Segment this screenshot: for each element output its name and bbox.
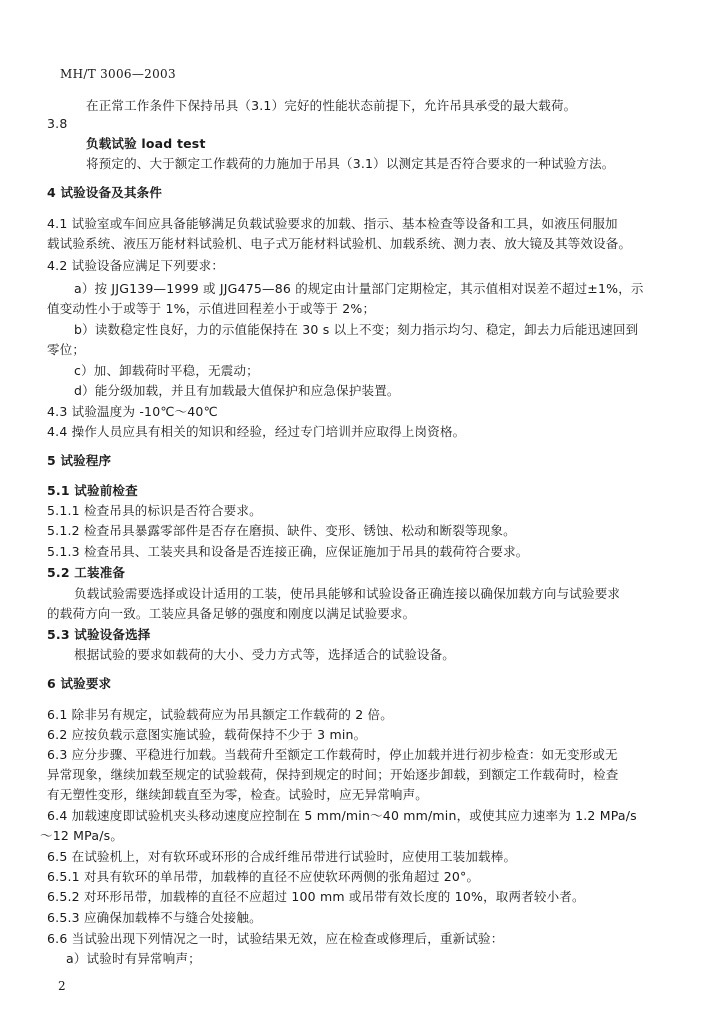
term-title: 负载试验 load test [86, 136, 206, 151]
text-line: 4.4 操作人员应具有相关的知识和经验，经过专门培训并应取得上岗资格。 [47, 424, 466, 439]
text-line: 负载试验需要选择或设计适用的工装，使吊具能够和试验设备正确连接以确保加载方向与试验要求 [74, 586, 621, 601]
text-line: 6.4 加载速度即试验机夹头移动速度应控制在 5 mm/min～40 mm/min，或使其应力速率为 1.2 MPa/s [47, 808, 637, 823]
text-line: 6.2 应按负载示意图实施试验，载荷保持不少于 3 min。 [47, 727, 367, 742]
text-line: 载试验系统、液压万能材料试验机、电子式万能材料试验机、加载系统、测力表、放大镜及其等效设备。 [47, 236, 632, 251]
text-line: 4.1 试验室或车间应具备能够满足负载试验要求的加载、指示、基本检查等设备和工具，如液压伺服加 [47, 216, 618, 231]
subsection-heading: 5.2 工装准备 [47, 565, 126, 580]
text-line: 6.5.1 对具有软环的单吊带，加载棒的直径不应使软环两侧的张角超过 20°。 [47, 869, 480, 884]
text-line: ～12 MPa/s。 [40, 828, 124, 843]
text-line: 5.1.3 检查吊具、工装夹具和设备是否连接正确，应保证施加于吊具的载荷符合要求。 [47, 544, 529, 559]
subsection-heading: 5.1 试验前检查 [47, 483, 138, 498]
section-heading: 5 试验程序 [47, 453, 112, 468]
header-doc-code: MH/T 3006—2003 [60, 67, 176, 81]
text-line: 6.5 在试验机上，对有软环或环形的合成纤维吊带进行试验时，应使用工装加载棒。 [47, 849, 517, 864]
subsection-heading: 5.3 试验设备选择 [47, 627, 151, 642]
text-line: 的载荷方向一致。工装应具备足够的强度和刚度以满足试验要求。 [47, 606, 416, 621]
text-line: 6.1 除非另有规定，试验载荷应为吊具额定工作载荷的 2 倍。 [47, 707, 393, 722]
text-line: 值变动性小于或等于 1%，示值进回程差小于或等于 2%； [47, 301, 376, 316]
list-item: a）按 JJG139—1999 或 JJG475—86 的规定由计量部门定期检定，其示值相对误差不超过±1%，示 [74, 281, 644, 296]
text-line: 6.5.2 对环形吊带，加载棒的直径不应超过 100 mm 或吊带有效长度的 10%，取两者较小者。 [47, 889, 585, 904]
text-line: 5.1.2 检查吊具暴露零部件是否存在磨损、缺件、变形、锈蚀、松动和断裂等现象。 [47, 523, 516, 538]
list-item: b）读数稳定性良好，力的示值能保持在 30 s 以上不变；刻力指示均匀、稳定，卸去力后能迅速回到 [74, 322, 639, 337]
text-line: 6.3 应分步骤、平稳进行加载。当载荷升至额定工作载荷时，停止加载并进行初步检查：如无变形或无 [47, 747, 618, 762]
section-heading: 6 试验要求 [47, 676, 112, 691]
list-item: c）加、卸载荷时平稳，无震动； [74, 363, 259, 378]
clause-number: 3.8 [47, 116, 68, 131]
list-item: d）能分级加载，并且有加载最大值保护和应急保护装置。 [74, 383, 400, 398]
text-line: 5.1.1 检查吊具的标识是否符合要求。 [47, 503, 262, 518]
text-line: 6.5.3 应确保加载棒不与缝合处接触。 [47, 910, 262, 925]
text-line: 6.6 当试验出现下列情况之一时，试验结果无效，应在检查或修理后，重新试验： [47, 931, 504, 946]
page-number: 2 [58, 979, 66, 993]
text-line: 根据试验的要求如载荷的大小、受力方式等，选择适合的试验设备。 [74, 647, 456, 662]
text-line: 异常现象，继续加载至规定的试验载荷，保持到规定的时间；开始逐步卸载，到额定工作载荷时，检查 [47, 767, 619, 782]
text-line: 将预定的、大于额定工作载荷的力施加于吊具（3.1）以测定其是否符合要求的一种试验方法。 [86, 156, 615, 171]
list-item: a）试验时有异常响声； [66, 951, 201, 966]
text-line: 零位； [47, 342, 86, 357]
text-line: 4.3 试验温度为 -10℃～40℃ [47, 404, 218, 419]
text-line: 在正常工作条件下保持吊具（3.1）完好的性能状态前提下，允许吊具承受的最大载荷。 [86, 98, 577, 113]
text-line: 有无塑性变形，继续卸载直至为零，检查。试验时，应无异常响声。 [47, 787, 429, 802]
text-line: 4.2 试验设备应满足下列要求： [47, 258, 225, 273]
section-heading: 4 试验设备及其条件 [47, 185, 163, 200]
